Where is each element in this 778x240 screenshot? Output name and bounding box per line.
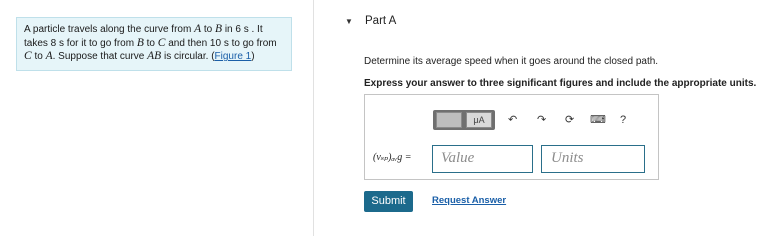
problem-line-1: A particle travels along the curve from A to B in 6 s . It [24, 23, 263, 35]
request-answer-link[interactable]: Request Answer [432, 195, 507, 206]
undo-icon[interactable]: ↶ [508, 114, 518, 126]
variable-label: (vₛₚ)ₐᵥg = [373, 152, 412, 163]
instruction-text: Express your answer to three significant figures and include the appropriate units. [364, 78, 757, 89]
value-input[interactable]: Value [432, 145, 533, 173]
question-text: Determine its average speed when it goes around the closed path. [364, 56, 659, 67]
submit-button[interactable]: Submit [364, 191, 413, 212]
templates-icon[interactable] [436, 112, 462, 128]
part-title: Part A [365, 15, 397, 27]
units-input[interactable]: Units [541, 145, 645, 173]
help-icon[interactable]: ? [620, 114, 627, 126]
redo-icon[interactable]: ↷ [537, 114, 547, 126]
collapse-caret-icon[interactable]: ▼ [345, 17, 353, 26]
problem-statement [16, 17, 292, 71]
keyboard-icon[interactable]: ⌨ [590, 114, 606, 126]
reset-icon[interactable]: ⟳ [565, 114, 575, 126]
template-button-group [433, 110, 495, 130]
figure-link[interactable]: Figure 1 [214, 51, 252, 63]
panel-divider [313, 0, 314, 236]
problem-line-3: C to A. Suppose that curve AB is circular. (Figure 1) [24, 50, 255, 63]
mu-units-button[interactable]: μA [466, 112, 492, 128]
problem-line-2: takes 8 s for it to go from B to C and then 10 s to go from [24, 36, 277, 49]
